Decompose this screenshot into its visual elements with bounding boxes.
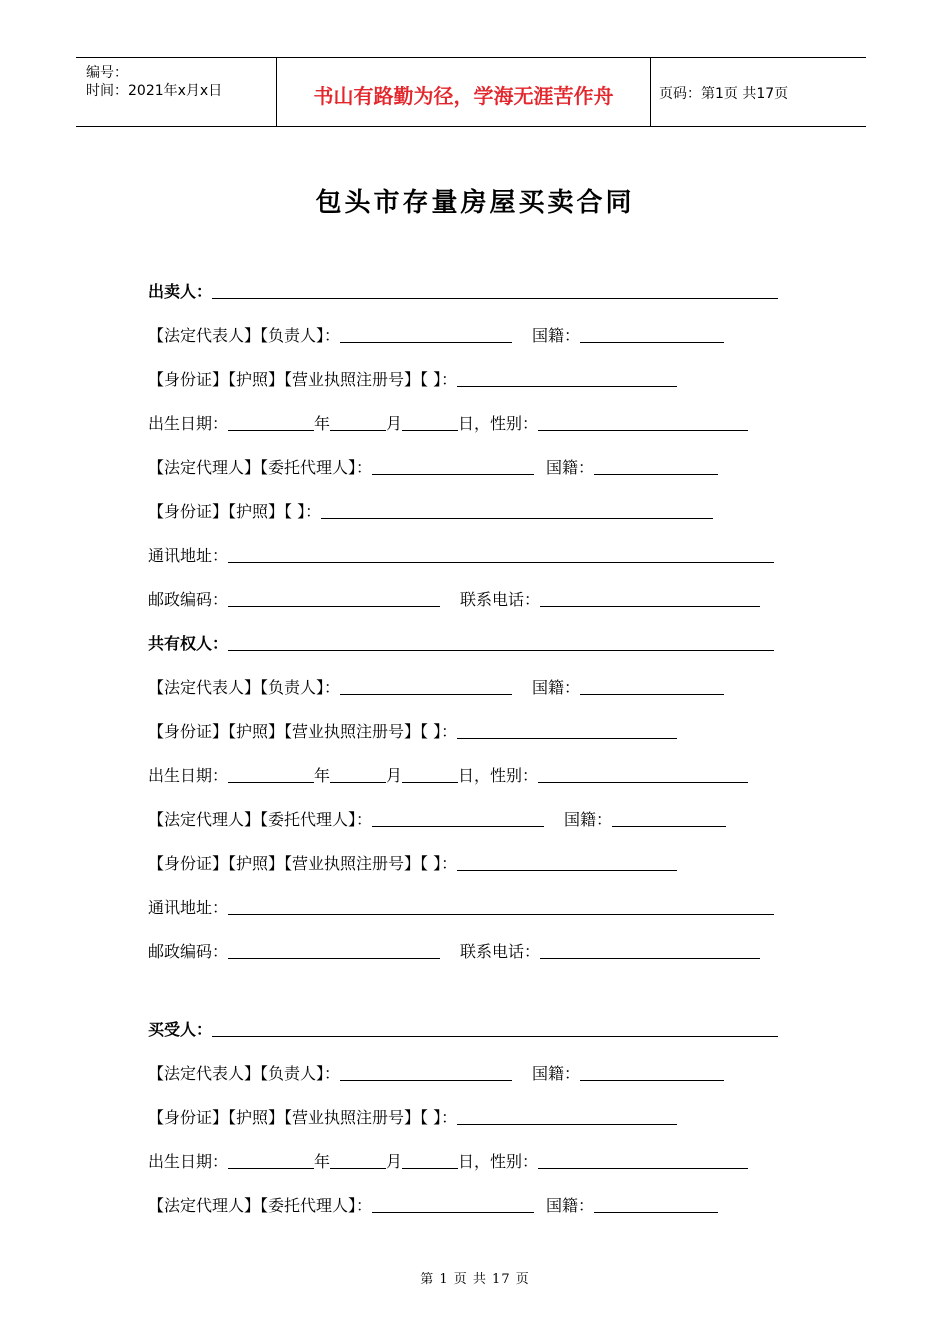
seller-agent-nationality-field[interactable] [594, 474, 718, 475]
co-owner-agent-row [148, 804, 726, 830]
legal-rep-label: 【法定代表人】【负责人】： [148, 1064, 341, 1083]
buyer-row [148, 1014, 778, 1040]
seller-id-field[interactable] [457, 386, 677, 387]
agent-label: 【法定代理人】【委托代理人】： [148, 458, 373, 477]
day-gender-label: 日，性别： [458, 766, 539, 785]
seller-agent-field[interactable] [372, 474, 534, 475]
co-owner-legal-rep-row [148, 672, 724, 698]
agent-label: 【法定代理人】【委托代理人】： [148, 810, 373, 829]
buyer-gender-field[interactable] [538, 1168, 748, 1169]
address-label: 通讯地址： [148, 898, 229, 917]
seller-name-field[interactable] [212, 298, 778, 299]
seller-id-row [148, 364, 677, 390]
year-label: 年 [314, 766, 331, 785]
document-number-label: 编号： [86, 65, 128, 81]
co-owner-name-field[interactable] [228, 650, 774, 651]
id-passport-label: 【身份证】【护照】【 】： [148, 502, 322, 521]
seller-birth-month-field[interactable] [330, 430, 386, 431]
nationality-label: 国籍： [546, 1196, 595, 1215]
co-owner-agent-id-row [148, 848, 677, 874]
header-right-cell [651, 58, 866, 126]
seller-legal-rep-row [148, 320, 724, 346]
phone-label: 联系电话： [460, 590, 541, 609]
month-label: 月 [386, 414, 403, 433]
seller-label: 出卖人： [148, 282, 213, 301]
buyer-legal-rep-field[interactable] [340, 1080, 512, 1081]
birth-label: 出生日期： [148, 414, 229, 433]
month-label: 月 [386, 766, 403, 785]
id-license-label: 【身份证】【护照】【营业执照注册号】【 】： [148, 370, 458, 389]
buyer-id-field[interactable] [457, 1124, 677, 1125]
co-owner-birth-row [148, 760, 748, 786]
legal-rep-label: 【法定代表人】【负责人】： [148, 678, 341, 697]
buyer-label: 买受人： [148, 1020, 213, 1039]
postcode-label: 邮政编码： [148, 590, 229, 609]
agent-label: 【法定代理人】【委托代理人】： [148, 1196, 373, 1215]
seller-agent-row [148, 452, 718, 478]
co-owner-gender-field[interactable] [538, 782, 748, 783]
buyer-birth-row [148, 1146, 748, 1172]
header-left-cell [76, 58, 277, 126]
seller-address-field[interactable] [228, 562, 774, 563]
co-owner-postcode-field[interactable] [228, 958, 440, 959]
co-owner-postcode-row [148, 936, 760, 962]
postcode-label: 邮政编码： [148, 942, 229, 961]
day-gender-label: 日，性别： [458, 414, 539, 433]
co-owner-birth-year-field[interactable] [228, 782, 314, 783]
seller-birth-year-field[interactable] [228, 430, 314, 431]
nationality-label: 国籍： [532, 1064, 581, 1083]
id-license-label: 【身份证】【护照】【营业执照注册号】【 】： [148, 854, 458, 873]
year-label: 年 [314, 1152, 331, 1171]
seller-birth-row [148, 408, 748, 434]
co-owner-legal-rep-nationality-field[interactable] [580, 694, 724, 695]
nationality-label: 国籍： [532, 326, 581, 345]
buyer-agent-field[interactable] [372, 1212, 534, 1213]
co-owner-birth-day-field[interactable] [402, 782, 458, 783]
buyer-id-row [148, 1102, 677, 1128]
buyer-birth-year-field[interactable] [228, 1168, 314, 1169]
birth-label: 出生日期： [148, 1152, 229, 1171]
id-license-label: 【身份证】【护照】【营业执照注册号】【 】： [148, 1108, 458, 1127]
co-owner-id-field[interactable] [457, 738, 677, 739]
co-owner-legal-rep-field[interactable] [340, 694, 512, 695]
document-title: 包头市存量房屋买卖合同 [315, 188, 635, 218]
seller-agent-id-row [148, 496, 713, 522]
header-page-info: 页码：第1页 共17页 [659, 86, 789, 102]
seller-address-row [148, 540, 774, 566]
address-label: 通讯地址： [148, 546, 229, 565]
seller-postcode-field[interactable] [228, 606, 440, 607]
buyer-agent-row [148, 1190, 718, 1216]
co-owner-agent-id-field[interactable] [457, 870, 677, 871]
co-owner-phone-field[interactable] [540, 958, 760, 959]
seller-phone-field[interactable] [540, 606, 760, 607]
nationality-label: 国籍： [564, 810, 613, 829]
buyer-legal-rep-row [148, 1058, 724, 1084]
header-middle-cell [277, 58, 651, 126]
seller-birth-day-field[interactable] [402, 430, 458, 431]
co-owner-row [148, 628, 774, 654]
page-header [76, 57, 866, 127]
seller-agent-id-field[interactable] [321, 518, 713, 519]
day-gender-label: 日，性别： [458, 1152, 539, 1171]
co-owner-label: 共有权人： [148, 634, 229, 653]
co-owner-address-field[interactable] [228, 914, 774, 915]
co-owner-agent-field[interactable] [372, 826, 544, 827]
seller-legal-rep-nationality-field[interactable] [580, 342, 724, 343]
phone-label: 联系电话： [460, 942, 541, 961]
buyer-birth-day-field[interactable] [402, 1168, 458, 1169]
header-motto: 书山有路勤为径，学海无涯苦作舟 [313, 84, 614, 108]
legal-rep-label: 【法定代表人】【负责人】： [148, 326, 341, 345]
co-owner-id-row [148, 716, 677, 742]
co-owner-agent-nationality-field[interactable] [612, 826, 726, 827]
seller-gender-field[interactable] [538, 430, 748, 431]
seller-row [148, 276, 778, 302]
seller-postcode-row [148, 584, 760, 610]
document-date: 时间：2021年x月x日 [86, 83, 223, 99]
year-label: 年 [314, 414, 331, 433]
page-footer: 第 1 页 共 17 页 [420, 1272, 530, 1287]
nationality-label: 国籍： [532, 678, 581, 697]
nationality-label: 国籍： [546, 458, 595, 477]
buyer-legal-rep-nationality-field[interactable] [580, 1080, 724, 1081]
co-owner-address-row [148, 892, 774, 918]
co-owner-birth-month-field[interactable] [330, 782, 386, 783]
id-license-label: 【身份证】【护照】【营业执照注册号】【 】： [148, 722, 458, 741]
seller-legal-rep-field[interactable] [340, 342, 512, 343]
birth-label: 出生日期： [148, 766, 229, 785]
buyer-birth-month-field[interactable] [330, 1168, 386, 1169]
buyer-agent-nationality-field[interactable] [594, 1212, 718, 1213]
month-label: 月 [386, 1152, 403, 1171]
buyer-name-field[interactable] [212, 1036, 778, 1037]
